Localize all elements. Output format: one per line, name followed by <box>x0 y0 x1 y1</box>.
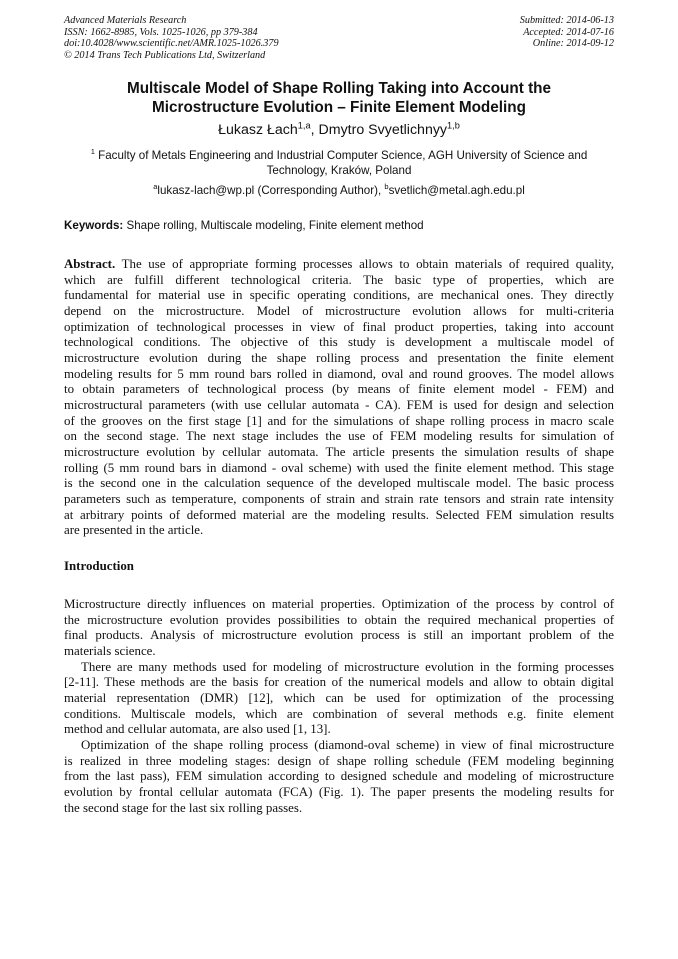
keywords-text: Shape rolling, Multiscale modeling, Finite element method <box>123 219 424 232</box>
abstract-line: parameters such as temperature, components of strain and strain rate tensors and strain rate intensity <box>64 491 614 506</box>
email-sup: b <box>384 182 389 192</box>
abstract-line: microstructure evolution by cellular automata. The article presents the simulation results of shape <box>64 444 614 459</box>
affiliation-sup: 1 <box>90 147 95 157</box>
abstract-line <box>64 257 614 273</box>
email-sup: a <box>153 182 158 192</box>
abstract-label: Abstract. <box>64 257 116 271</box>
abstract-line: at arbitrary points of deformed material are the modeling results. Selected FEM simulation results <box>64 507 614 522</box>
abstract-line: depend on the microstructure. Model of microstructure evolution allows for multi-criteria <box>64 303 614 318</box>
paragraph-line: materials science. <box>64 643 156 658</box>
abstract-line: optimization of technological processes in view of final product properties, taking into account <box>64 319 614 334</box>
paragraph-line: Microstructure directly influences on material properties. Optimization of the process by control of <box>64 597 614 611</box>
paragraph-line: evolution by frontal cellular automata (FCA) (Fig. 1). The paper presents the modeling results for <box>64 784 614 799</box>
paper-title <box>64 80 614 117</box>
author-sup: 1,a <box>297 120 311 131</box>
author-sup: 1,b <box>447 120 460 131</box>
email-a[interactable]: lukasz-lach@wp.pl (Corresponding Author), <box>157 184 385 197</box>
doi-line: doi:10.4028/www.scientific.net/AMR.1025-1026.379 <box>64 38 279 50</box>
section-heading-introduction: Introduction <box>64 559 134 573</box>
keywords-label: Keywords: <box>64 219 124 232</box>
accepted-date: Accepted: 2014-07-16 <box>523 26 614 38</box>
abstract-line: is the second one in the calculation sequence of the developed multiscale model. The basic process <box>64 476 614 491</box>
journal-info <box>64 15 279 61</box>
paragraph-line: the microstructure evolution provides possibilities to obtain the required mechanical properties of <box>64 612 614 627</box>
abstract-first-text: The use of appropriate forming processes allows to obtain materials of required quality, <box>115 257 614 271</box>
abstract-line: microstructure evolution during the shape rolling process and presentation the finite element <box>64 350 614 365</box>
paragraph-line: material representation (DMR) [12], which can be used for optimization of the processing <box>64 690 614 705</box>
paragraph-line: from the last pass), FEM simulation according to designed schedule and modeling of microstructure <box>64 769 614 784</box>
paragraph-line: [2-11]. These methods are the basis for creation of the numerical models and allow to obtain digital <box>64 675 614 690</box>
submitted-date: Submitted: 2014-06-13 <box>519 15 614 26</box>
paragraph-line: Optimization of the shape rolling process (diamond-oval scheme) in view of final microstructure <box>81 737 614 752</box>
abstract-line: on the second stage. The next stage includes the use of FEM modeling results for simulation of <box>64 429 614 444</box>
author-name: Łukasz Łach <box>218 122 298 138</box>
keywords <box>64 219 424 232</box>
online-date: Online: 2014-09-12 <box>532 38 614 50</box>
abstract-line: which are fulfill different technological criteria. The basic type of properties, which are <box>64 272 614 287</box>
copyright-line: © 2014 Trans Tech Publications Ltd, Switzerland <box>64 49 266 61</box>
email-b[interactable]: svetlich@metal.agh.edu.pl <box>388 184 525 197</box>
abstract-line: are presented in the article. <box>64 523 204 538</box>
journal-name: Advanced Materials Research <box>64 15 187 26</box>
abstract <box>64 257 614 539</box>
title-line: Microstructure Evolution – Finite Element Modeling <box>152 98 526 116</box>
abstract-line: technological conditions. The objective of this study is development a multiscale model of <box>64 335 614 350</box>
paragraph-line: conditions. Multiscale models, which are combination of several methods e.g. finite element <box>64 706 614 721</box>
abstract-line: of the grooves on the first stage [1] and for the simulations of shape rolling process in macro scale <box>64 413 614 428</box>
issn-line: ISSN: 1662-8985, Vols. 1025-1026, pp 379-384 <box>64 26 258 38</box>
affiliation-line: Faculty of Metals Engineering and Industrial Computer Science, AGH University of Science and <box>98 149 588 162</box>
abstract-line: rolling (5 mm round bars in diamond - oval scheme) with used the finite element method. This stage <box>64 460 614 475</box>
emails <box>64 184 614 197</box>
abstract-line: fundamental for material use in specific operating conditions, are mechanical ones. They directly <box>64 288 614 303</box>
authors: Łukasz Łach$^{1,a}$, Dmytro Svyetlichnyy$^{1,b}$ <box>218 120 460 138</box>
abstract-line: microstructural parameters (with use cellular automata - CA). FEM is used for design and selection <box>64 397 614 412</box>
affiliation <box>64 149 614 178</box>
abstract-line: modeling results for 5 mm round bars rolled in diamond, oval and round grooves. The model allows <box>64 366 614 381</box>
paragraph-line: is realized in three modeling stages: design of shape rolling schedule (FEM modeling beginning <box>64 753 614 768</box>
dates-info <box>520 15 614 50</box>
author-name: Dmytro Svyetlichnyy <box>318 122 448 138</box>
paragraph-line: method and cellular automata, are also used [1, 13]. <box>64 722 331 737</box>
title-line: Multiscale Model of Shape Rolling Taking into Account the <box>126 80 552 97</box>
paragraph-line: the second stage for the last six rolling passes. <box>64 800 303 815</box>
abstract-line: to obtain parameters of technological process (by means of finite element model - FEM) and <box>64 382 614 397</box>
affiliation-line: Technology, Kraków, Poland <box>266 163 412 177</box>
paragraph-line: final products. Analysis of microstructure evolution process is still an important problem of the <box>64 628 614 643</box>
paragraph-line: There are many methods used for modeling of microstructure evolution in the forming processes <box>81 659 614 674</box>
introduction-body <box>64 597 614 816</box>
